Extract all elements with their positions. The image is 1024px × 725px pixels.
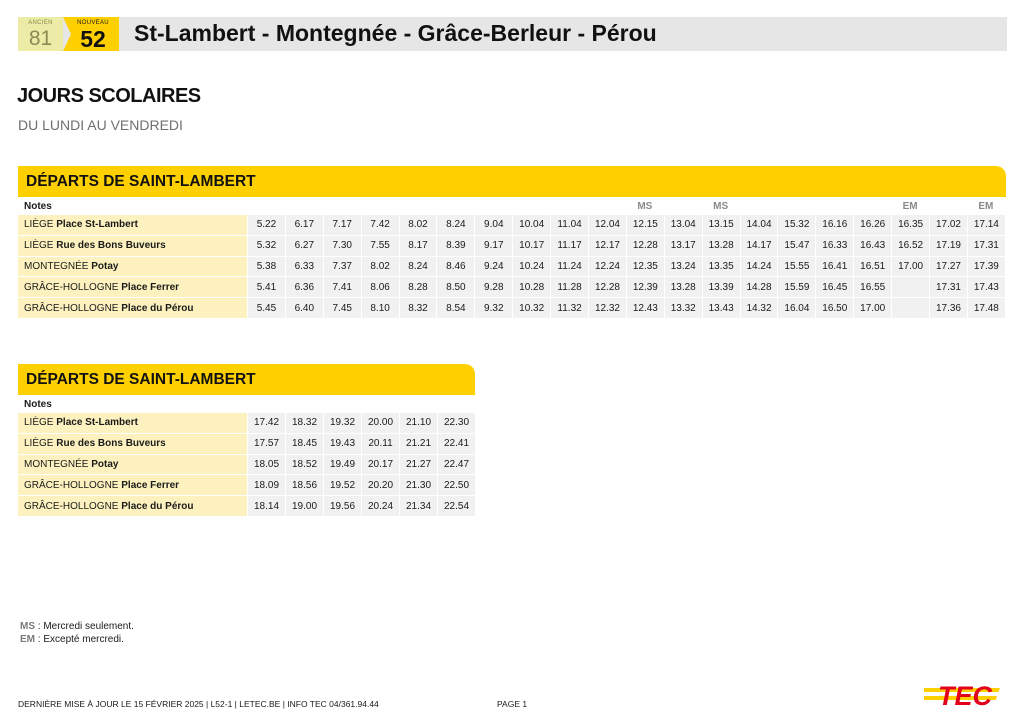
note-cell (853, 197, 891, 215)
old-line-label: ANCIEN (28, 20, 53, 26)
stop-row (18, 277, 1005, 298)
departure-time: 8.46 (436, 257, 474, 278)
departure-time: 21.30 (399, 475, 437, 496)
tec-logo-text: TEC (938, 681, 992, 711)
departure-time: 16.04 (777, 298, 815, 319)
departure-time: 7.41 (323, 277, 361, 298)
timetable-block-2 (18, 364, 475, 517)
departure-time: 18.56 (285, 475, 323, 496)
note-cell (323, 395, 361, 413)
stop-row (18, 413, 475, 434)
departure-time: 19.43 (323, 434, 361, 455)
departure-time: 17.57 (247, 434, 285, 455)
departure-time (891, 277, 929, 298)
stop-locality: LIÈGE (24, 219, 54, 231)
stop-locality: GRÂCE-HOLLOGNE (24, 479, 119, 491)
note-cell (550, 197, 588, 215)
departure-time: 11.32 (550, 298, 588, 319)
note-cell (474, 197, 512, 215)
departure-time: 8.10 (361, 298, 399, 319)
departure-time: 6.33 (285, 257, 323, 278)
departure-time: 12.28 (626, 236, 664, 257)
departure-time: 6.27 (285, 236, 323, 257)
departure-time: 16.51 (853, 257, 891, 278)
legend-item (20, 620, 134, 633)
notes-label: Notes (24, 200, 52, 212)
note-cell (247, 395, 285, 413)
departure-time: 8.06 (361, 277, 399, 298)
departure-time: 5.22 (247, 215, 285, 236)
departure-time: 17.00 (891, 257, 929, 278)
stop-locality: GRÂCE-HOLLOGNE (24, 302, 119, 314)
departure-time: 6.36 (285, 277, 323, 298)
departure-time: 6.40 (285, 298, 323, 319)
departure-time: 7.30 (323, 236, 361, 257)
new-line-badge (63, 17, 119, 51)
departure-time: 9.24 (474, 257, 512, 278)
stop-name (18, 496, 247, 517)
departure-time: 7.17 (323, 215, 361, 236)
stop-row (18, 496, 475, 517)
stop-row (18, 298, 1005, 319)
departure-time: 9.17 (474, 236, 512, 257)
note-cell (588, 197, 626, 215)
departure-time: 12.43 (626, 298, 664, 319)
departure-time: 5.32 (247, 236, 285, 257)
departure-time: 13.04 (664, 215, 702, 236)
departure-time: 8.39 (436, 236, 474, 257)
notes-row (18, 197, 1005, 215)
departure-time: 8.02 (399, 215, 437, 236)
departure-time: 14.28 (740, 277, 778, 298)
departure-time: 19.52 (323, 475, 361, 496)
departure-time: 10.04 (512, 215, 550, 236)
departure-time: 13.35 (702, 257, 740, 278)
departure-time: 17.42 (247, 413, 285, 434)
departure-time: 17.14 (967, 215, 1005, 236)
departure-time: 11.04 (550, 215, 588, 236)
stop-locality: LIÈGE (24, 438, 54, 450)
departure-time: 11.24 (550, 257, 588, 278)
departure-time: 18.14 (247, 496, 285, 517)
departure-time: 16.45 (815, 277, 853, 298)
departure-time: 19.00 (285, 496, 323, 517)
departure-time: 5.41 (247, 277, 285, 298)
departure-time: 16.50 (815, 298, 853, 319)
departure-time: 8.32 (399, 298, 437, 319)
departure-time: 22.30 (437, 413, 475, 434)
departure-time: 13.32 (664, 298, 702, 319)
departure-time: 7.55 (361, 236, 399, 257)
note-cell (664, 197, 702, 215)
departure-time: 12.35 (626, 257, 664, 278)
departure-time: 8.28 (399, 277, 437, 298)
note-cell (361, 197, 399, 215)
departure-time: 6.17 (285, 215, 323, 236)
departure-time: 17.00 (853, 298, 891, 319)
timetable-heading: DÉPARTS DE SAINT-LAMBERT (18, 364, 475, 395)
departure-time: 9.28 (474, 277, 512, 298)
departure-time: 10.17 (512, 236, 550, 257)
departure-time: 17.31 (967, 236, 1005, 257)
departure-time: 13.28 (664, 277, 702, 298)
stop-name (18, 257, 247, 278)
departure-time: 17.48 (967, 298, 1005, 319)
note-cell: MS (713, 200, 729, 212)
departure-time: 17.36 (929, 298, 967, 319)
departure-time: 14.17 (740, 236, 778, 257)
stop-name (18, 455, 247, 476)
note-cell (285, 395, 323, 413)
note-cell (323, 197, 361, 215)
line-title: St-Lambert - Montegnée - Grâce-Berleur - Pérou (134, 20, 657, 46)
notes-row (18, 395, 475, 413)
old-line-number: 81 (28, 27, 53, 50)
departure-time: 16.41 (815, 257, 853, 278)
departure-time: 17.43 (967, 277, 1005, 298)
departure-time: 8.24 (436, 215, 474, 236)
departure-time: 13.24 (664, 257, 702, 278)
departure-time: 20.00 (361, 413, 399, 434)
departure-time: 21.10 (399, 413, 437, 434)
note-cell (437, 395, 475, 413)
departure-time: 21.34 (399, 496, 437, 517)
departure-time: 12.28 (588, 277, 626, 298)
stop-label: Place du Pérou (121, 500, 194, 512)
legend-code: MS (20, 621, 35, 632)
timetable-1 (18, 197, 1005, 319)
legend (20, 620, 134, 646)
timetable-block-1 (18, 166, 1006, 319)
stop-row (18, 257, 1005, 278)
departure-time: 8.54 (436, 298, 474, 319)
departure-time: 20.24 (361, 496, 399, 517)
departure-time: 20.11 (361, 434, 399, 455)
departure-time: 16.52 (891, 236, 929, 257)
departure-time: 19.32 (323, 413, 361, 434)
departure-time: 8.50 (436, 277, 474, 298)
stop-name (18, 413, 247, 434)
departure-time: 20.17 (361, 455, 399, 476)
departure-time: 21.27 (399, 455, 437, 476)
departure-time: 21.21 (399, 434, 437, 455)
departure-time: 10.32 (512, 298, 550, 319)
departure-time: 22.54 (437, 496, 475, 517)
departure-time: 16.16 (815, 215, 853, 236)
departure-time: 19.49 (323, 455, 361, 476)
stop-name (18, 215, 247, 236)
notes-label: Notes (24, 398, 52, 410)
departure-time: 8.02 (361, 257, 399, 278)
departure-time: 12.17 (588, 236, 626, 257)
stop-locality: MONTEGNÉE (24, 260, 89, 272)
departure-time: 15.47 (777, 236, 815, 257)
departure-time: 20.20 (361, 475, 399, 496)
departure-time: 12.32 (588, 298, 626, 319)
departure-time: 14.04 (740, 215, 778, 236)
stop-label: Place Ferrer (121, 479, 180, 491)
departure-time: 22.47 (437, 455, 475, 476)
note-cell (399, 395, 437, 413)
departure-time: 16.55 (853, 277, 891, 298)
note-cell (815, 197, 853, 215)
stop-label: Rue des Bons Buveurs (56, 438, 166, 450)
departure-time: 8.17 (399, 236, 437, 257)
stop-name (18, 277, 247, 298)
note-cell: EM (902, 200, 918, 212)
note-cell (436, 197, 474, 215)
note-cell (929, 197, 967, 215)
departure-time: 17.19 (929, 236, 967, 257)
stop-name (18, 475, 247, 496)
stop-label: Rue des Bons Buveurs (56, 240, 166, 252)
stop-name (18, 434, 247, 455)
stop-label: Place St-Lambert (56, 417, 138, 429)
departure-time: 12.39 (626, 277, 664, 298)
departure-time: 15.32 (777, 215, 815, 236)
legend-text: : Excepté mercredi. (35, 634, 124, 645)
departure-time: 5.45 (247, 298, 285, 319)
stop-label: Place Ferrer (121, 281, 180, 293)
timetable-heading: DÉPARTS DE SAINT-LAMBERT (18, 166, 1006, 197)
stop-label: Place St-Lambert (56, 219, 138, 231)
departure-time: 13.43 (702, 298, 740, 319)
departure-time: 16.26 (853, 215, 891, 236)
departure-time: 7.37 (323, 257, 361, 278)
stop-name (18, 236, 247, 257)
timetable-2 (18, 395, 475, 517)
old-line-badge (18, 17, 63, 51)
departure-time: 18.09 (247, 475, 285, 496)
legend-code: EM (20, 634, 35, 645)
note-cell (285, 197, 323, 215)
stop-row (18, 455, 475, 476)
departure-time: 11.28 (550, 277, 588, 298)
section-subtitle: DU LUNDI AU VENDREDI (18, 117, 183, 133)
note-cell (399, 197, 437, 215)
stop-row (18, 215, 1005, 236)
legend-text: : Mercredi seulement. (35, 621, 134, 632)
legend-item (20, 633, 134, 646)
departure-time: 10.24 (512, 257, 550, 278)
departure-time: 10.28 (512, 277, 550, 298)
stop-locality: LIÈGE (24, 417, 54, 429)
departure-time: 18.05 (247, 455, 285, 476)
departure-time: 22.41 (437, 434, 475, 455)
departure-time: 8.24 (399, 257, 437, 278)
section-title: JOURS SCOLAIRES (17, 85, 201, 107)
stop-label: Potay (91, 260, 119, 272)
departure-time: 16.43 (853, 236, 891, 257)
stop-locality: GRÂCE-HOLLOGNE (24, 281, 119, 293)
note-cell (247, 197, 285, 215)
note-cell (777, 197, 815, 215)
departure-time: 14.32 (740, 298, 778, 319)
note-cell: MS (637, 200, 653, 212)
note-cell (740, 197, 778, 215)
departure-time: 17.27 (929, 257, 967, 278)
departure-time: 12.15 (626, 215, 664, 236)
departure-time: 13.39 (702, 277, 740, 298)
stop-row (18, 434, 475, 455)
departure-time: 16.35 (891, 215, 929, 236)
stop-row (18, 236, 1005, 257)
departure-time: 17.39 (967, 257, 1005, 278)
departure-time: 18.52 (285, 455, 323, 476)
departure-time: 19.56 (323, 496, 361, 517)
new-line-label: NOUVEAU (77, 20, 109, 26)
departure-time: 12.24 (588, 257, 626, 278)
note-cell: EM (978, 200, 994, 212)
stop-locality: GRÂCE-HOLLOGNE (24, 500, 119, 512)
departure-time: 9.32 (474, 298, 512, 319)
stop-locality: MONTEGNÉE (24, 458, 89, 470)
departure-time: 12.04 (588, 215, 626, 236)
departure-time: 13.17 (664, 236, 702, 257)
departure-time: 15.55 (777, 257, 815, 278)
departure-time: 7.45 (323, 298, 361, 319)
departure-time: 5.38 (247, 257, 285, 278)
footer-info: DERNIÈRE MISE À JOUR LE 15 FÉVRIER 2025 | L52-1 | LETEC.BE | INFO TEC 04/361.94.44 (18, 699, 379, 709)
stop-label: Place du Pérou (121, 302, 194, 314)
departure-time: 17.02 (929, 215, 967, 236)
stop-row (18, 475, 475, 496)
note-cell (361, 395, 399, 413)
stop-name (18, 298, 247, 319)
stop-label: Potay (91, 458, 119, 470)
departure-time: 18.45 (285, 434, 323, 455)
departure-time: 15.59 (777, 277, 815, 298)
departure-time: 7.42 (361, 215, 399, 236)
departure-time: 14.24 (740, 257, 778, 278)
note-cell (512, 197, 550, 215)
departure-time: 13.28 (702, 236, 740, 257)
departure-time: 17.31 (929, 277, 967, 298)
page-number: PAGE 1 (497, 699, 528, 709)
departure-time (891, 298, 929, 319)
stop-locality: LIÈGE (24, 240, 54, 252)
tec-logo (924, 677, 1006, 713)
departure-time: 22.50 (437, 475, 475, 496)
new-line-number: 52 (80, 26, 106, 52)
departure-time: 9.04 (474, 215, 512, 236)
departure-time: 16.33 (815, 236, 853, 257)
departure-time: 11.17 (550, 236, 588, 257)
departure-time: 18.32 (285, 413, 323, 434)
departure-time: 13.15 (702, 215, 740, 236)
